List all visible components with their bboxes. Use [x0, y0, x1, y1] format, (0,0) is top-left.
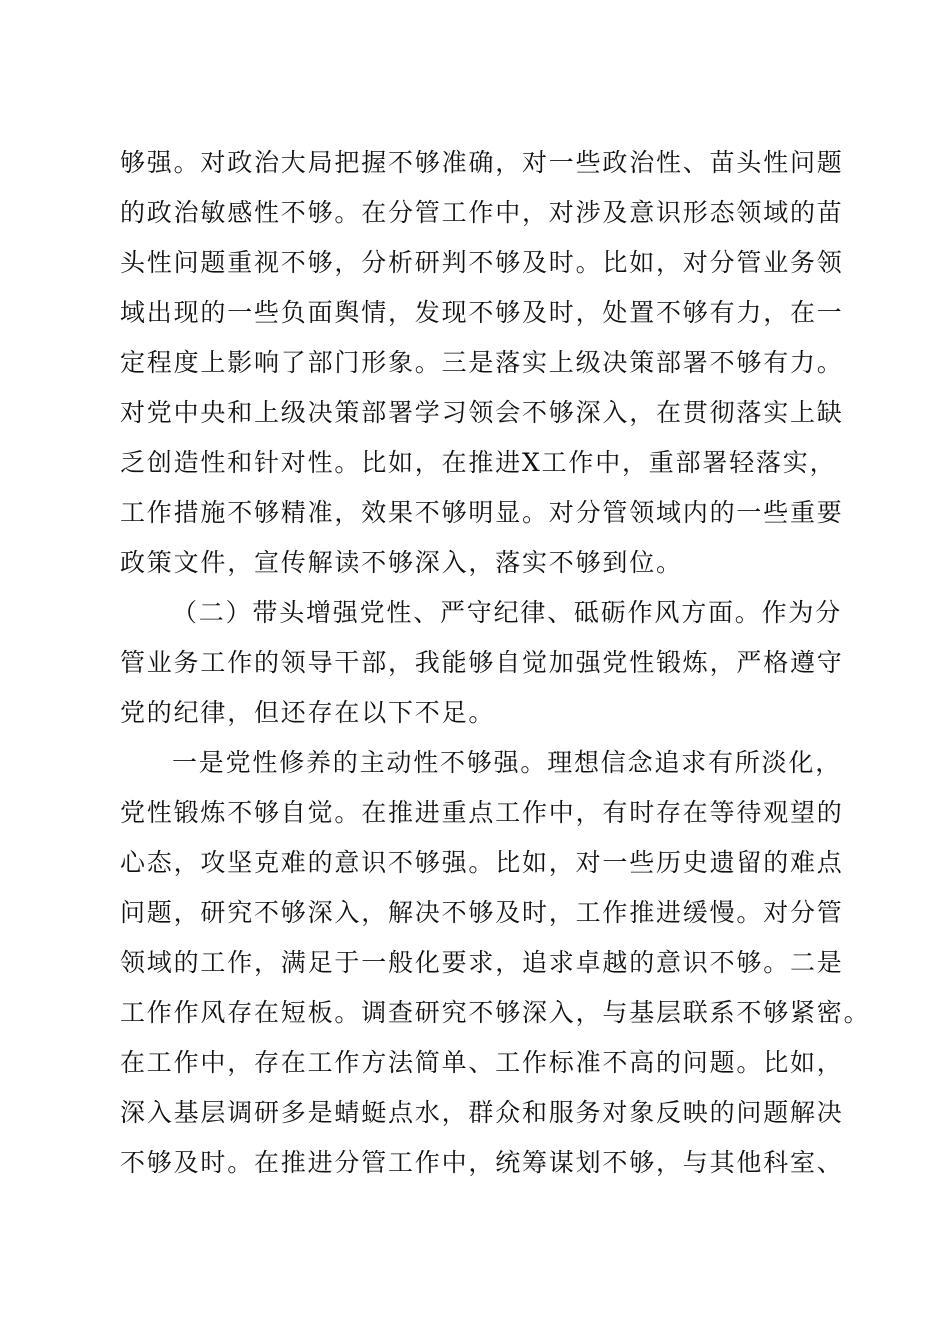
text-line: 心态，攻坚克难的意识不够强。比如，对一些历史遗留的难点 [120, 848, 844, 877]
text-line: 工作措施不够精准，效果不够明显。对分管领域内的一些重要 [120, 498, 844, 527]
text-line: 问题，研究不够深入，解决不够及时，工作推进缓慢。对分管 [120, 898, 844, 927]
text-line: 政策文件，宣传解读不够深入，落实不够到位。 [120, 548, 683, 577]
text-line: 不够及时。在推进分管工作中，统筹谋划不够，与其他科室、 [120, 1148, 844, 1177]
text-line: 乏创造性和针对性。比如，在推进X工作中，重部署轻落实， [120, 448, 837, 477]
text-line: 头性问题重视不够，分析研判不够及时。比如，对分管业务领 [120, 248, 844, 277]
text-line: 够强。对政治大局把握不够准确，对一些政治性、苗头性问题 [120, 148, 844, 177]
text-line: 管业务工作的领导干部，我能够自觉加强党性锻炼，严格遵守 [120, 648, 844, 677]
text-line: 深入基层调研多是蜻蜓点水，群众和服务对象反映的问题解决 [120, 1098, 844, 1127]
text-line: 领域的工作，满足于一般化要求，追求卓越的意识不够。二是 [120, 948, 844, 977]
section-heading-line: （二）带头增强党性、严守纪律、砥砺作风方面。作为分 [172, 598, 843, 627]
text-line: 定程度上影响了部门形象。三是落实上级决策部署不够有力。 [120, 348, 844, 377]
text-line: 党性锻炼不够自觉。在推进重点工作中，有时存在等待观望的 [120, 798, 844, 827]
text-line: 域出现的一些负面舆情，发现不够及时，处置不够有力，在一 [120, 298, 844, 327]
paragraph-start-line: 一是党性修养的主动性不够强。理想信念追求有所淡化， [172, 748, 843, 777]
text-line: 党的纪律，但还存在以下不足。 [120, 698, 496, 727]
text-line: 工作作风存在短板。调查研究不够深入，与基层联系不够紧密。 [120, 998, 871, 1027]
text-line: 对党中央和上级决策部署学习领会不够深入，在贯彻落实上缺 [120, 398, 844, 427]
text-line: 在工作中，存在工作方法简单、工作标准不高的问题。比如， [120, 1048, 844, 1077]
text-line: 的政治敏感性不够。在分管工作中，对涉及意识形态领域的苗 [120, 198, 844, 227]
